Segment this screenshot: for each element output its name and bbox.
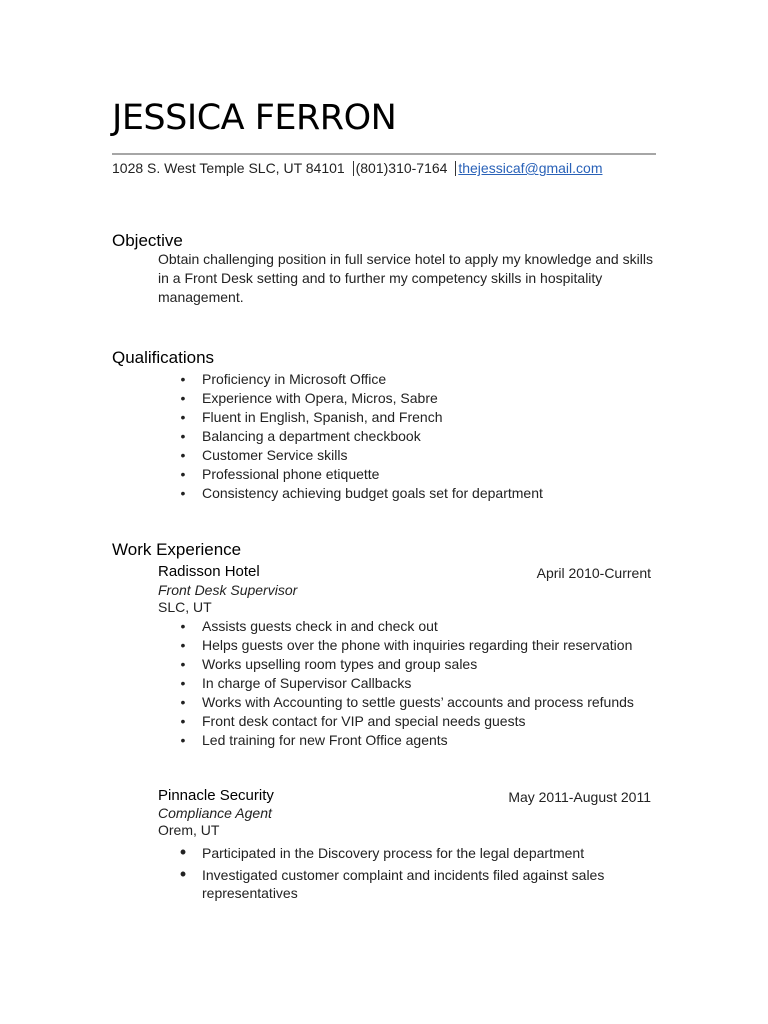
phone: (801)310-7164: [355, 160, 448, 176]
job-company: Pinnacle Security: [158, 787, 274, 804]
list-item: • Led training for new Front Office agents: [178, 731, 634, 750]
contact-separator: [455, 161, 456, 176]
list-item: • Front desk contact for VIP and special needs guests: [178, 712, 634, 731]
list-item: • Fluent in English, Spanish, and French: [178, 408, 543, 427]
list-item: • Works with Accounting to settle guests’ accounts and process refunds: [178, 693, 634, 712]
bullet-icon: •: [180, 371, 186, 387]
qualifications-heading: Qualifications: [112, 348, 215, 367]
job-dates: May 2011-August 2011: [508, 789, 651, 805]
bullet-icon: •: [179, 842, 187, 862]
list-item: • Assists guests check in and check out: [178, 617, 634, 636]
job-role: Compliance Agent: [158, 805, 272, 821]
list-item: • Customer Service skills: [178, 446, 543, 465]
job-dates: April 2010-Current: [536, 565, 651, 581]
bullet-icon: •: [180, 447, 186, 463]
bullet-icon: •: [179, 864, 187, 884]
job-location: SLC, UT: [158, 599, 212, 615]
job-duties-list: [178, 844, 638, 906]
bullet-icon: •: [180, 694, 186, 710]
job-company: Radisson Hotel: [158, 563, 260, 580]
job-location: Orem, UT: [158, 822, 220, 838]
bullet-icon: •: [180, 485, 186, 501]
objective-heading: Objective: [112, 231, 183, 250]
contact-separator: [353, 161, 354, 176]
bullet-icon: •: [180, 732, 186, 748]
list-item: • Investigated customer complaint and incidents filed against sales representatives: [179, 864, 605, 901]
email-link[interactable]: thejessicaf@gmail.com: [458, 160, 603, 176]
work-experience-heading: Work Experience: [112, 540, 242, 559]
list-item: • Consistency achieving budget goals set for department: [178, 484, 543, 503]
list-item: • Balancing a department checkbook: [178, 427, 543, 446]
list-item: • Proficiency in Microsoft Office: [178, 370, 543, 389]
list-item: • Helps guests over the phone with inquiries regarding their reservation: [178, 636, 634, 655]
qualifications-list: [178, 370, 543, 503]
address: 1028 S. West Temple SLC, UT 84101: [112, 160, 345, 176]
list-item: • Professional phone etiquette: [178, 465, 543, 484]
list-item: • Works upselling room types and group sales: [178, 655, 634, 674]
contact-line: [112, 159, 603, 177]
bullet-icon: •: [180, 390, 186, 406]
list-item: • Experience with Opera, Micros, Sabre: [178, 389, 543, 408]
list-item: • In charge of Supervisor Callbacks: [178, 674, 634, 693]
list-item: • Participated in the Discovery process for the legal department: [179, 842, 585, 862]
bullet-icon: •: [180, 428, 186, 444]
job-duties-list: [178, 617, 634, 750]
bullet-icon: •: [180, 637, 186, 653]
objective-text: Obtain challenging position in full service hotel to apply my knowledge and skills in a Front Desk setting and to further my competency skills in hospitality management.: [158, 251, 653, 305]
bullet-icon: •: [180, 713, 186, 729]
candidate-name: JESSICA FERRON: [112, 98, 397, 138]
bullet-icon: •: [180, 675, 186, 691]
job-role: Front Desk Supervisor: [158, 582, 298, 598]
bullet-icon: •: [180, 409, 186, 425]
bullet-icon: •: [180, 466, 186, 482]
bullet-icon: •: [180, 656, 186, 672]
header-divider: [112, 153, 656, 155]
bullet-icon: •: [180, 618, 186, 634]
